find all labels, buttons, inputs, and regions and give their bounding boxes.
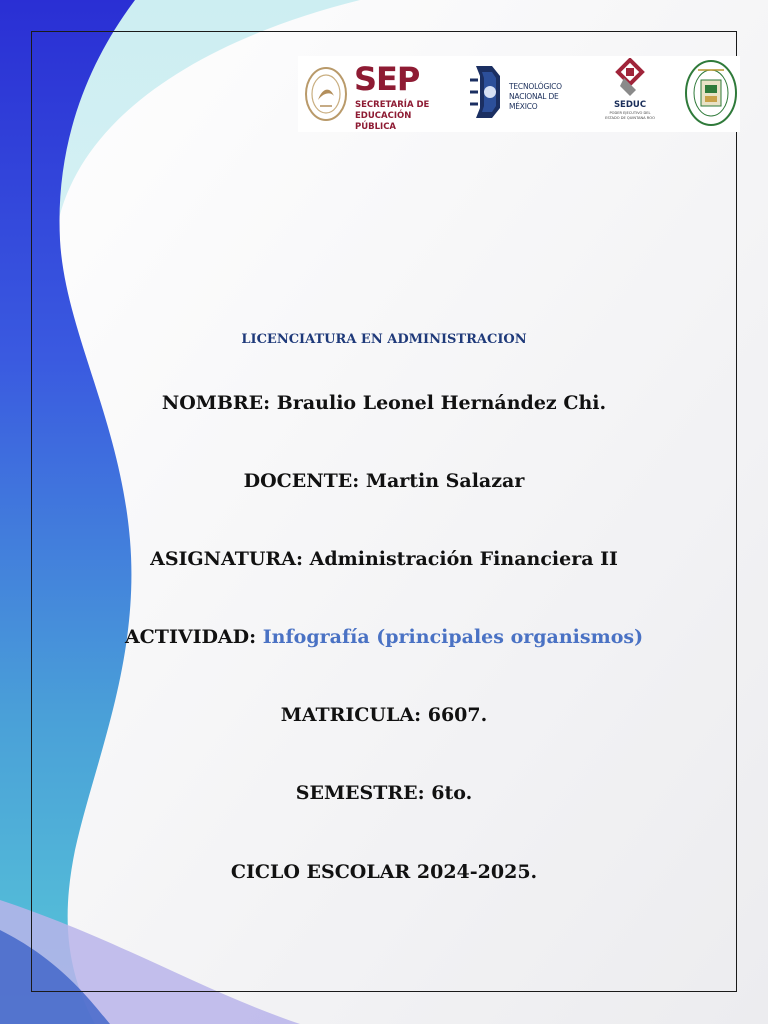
sep-subtitle: SECRETARÍA DE EDUCACIÓN PÚBLICA <box>355 100 430 132</box>
mexico-seal-icon <box>304 66 348 122</box>
actividad-value: Infografía (principales organismos) <box>262 626 644 648</box>
semestre-value: 6to. <box>431 782 473 804</box>
nombre-value: Braulio Leonel Hernández Chi. <box>276 392 607 414</box>
asignatura-value: Administración Financiera II <box>309 548 618 570</box>
seduc-wordmark: SEDUC <box>613 100 647 110</box>
asignatura-label: ASIGNATURA: <box>150 548 303 570</box>
institution-logos <box>298 56 740 132</box>
tecnm-emblem-icon <box>470 62 504 122</box>
sep-wordmark: SEP <box>354 60 420 98</box>
nombre-label: NOMBRE: <box>161 392 271 414</box>
field-semestre <box>0 781 768 805</box>
seduc-emblem-icon <box>614 58 646 100</box>
field-actividad <box>0 625 768 649</box>
field-docente <box>0 469 768 493</box>
field-asignatura <box>0 547 768 571</box>
tecnm-line-2: NACIONAL DE MÉXICO <box>509 92 559 111</box>
semestre-label: SEMESTRE: <box>295 782 425 804</box>
tecnm-logo <box>470 56 590 132</box>
field-matricula <box>0 703 768 727</box>
seduc-logo <box>602 56 658 132</box>
docente-value: Martin Salazar <box>365 470 525 492</box>
institute-seal-logo <box>680 56 740 132</box>
docente-label: DOCENTE: <box>243 470 360 492</box>
field-nombre <box>0 391 768 415</box>
tecnm-line-1: TECNOLÓGICO <box>509 82 562 91</box>
matricula-value: 6607. <box>427 704 488 726</box>
sep-logo <box>298 56 452 132</box>
field-ciclo-escolar <box>0 860 768 884</box>
ciclo-label: CICLO ESCOLAR <box>230 861 411 883</box>
program-title: LICENCIATURA EN ADMINISTRACION <box>241 332 527 347</box>
tecnm-wordmark <box>509 82 589 112</box>
actividad-label: ACTIVIDAD: <box>124 626 257 648</box>
matricula-label: MATRICULA: <box>280 704 422 726</box>
page-frame <box>31 31 737 992</box>
seduc-subtitle: PODER EJECUTIVO DEL ESTADO DE QUINTANA ROO <box>605 111 655 120</box>
ciclo-value: 2024-2025. <box>416 861 538 883</box>
institute-seal-icon <box>684 58 738 128</box>
